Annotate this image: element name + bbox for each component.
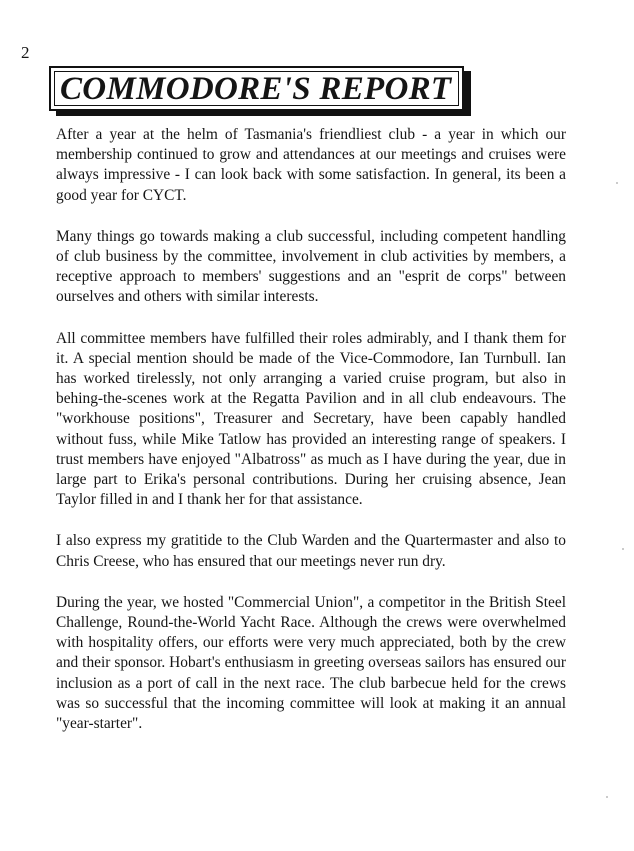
scan-speck [606,796,608,798]
paragraph-commercial-union: During the year, we hosted "Commercial Union", a competitor in the British Steel Challenge, Round-the-World Yacht Race. Although the crews were overwhelmed with hospitality offers, our efforts were very much appreciated, both by the crew and their sponsor. Hobart's enthusiasm in greeting overseas sailors has ensured our inclusion as a port of call in the next race. The club barbecue held for the crews was so successful that the incoming committee will look at making it an annual "year-starter". [56,593,566,733]
report-body [56,125,566,734]
scan-speck [622,548,624,550]
paragraph-club-success: Many things go towards making a club successful, including competent handling of club business by the committee, involvement in club activities by members, a receptive approach to members' suggestions and an "esprit de corps" between ourselves and others with similar interests. [56,227,566,306]
page-title: COMMODORE'S REPORT [60,71,452,107]
title-banner [49,66,464,111]
paragraph-intro: After a year at the helm of Tasmania's friendliest club - a year in which our membership continued to grow and attendances at our meetings and cruises were always impressive - I can look back with some satisfaction. In general, its been a good year for CYCT. [56,126,566,204]
page-number: 2 [21,43,30,62]
scan-speck [616,182,618,184]
paragraph-committee-thanks: All committee members have fulfilled their roles admirably, and I thank them for it. A special mention should be made of the Vice-Commodore, Ian Turnbull. Ian has worked tirelessly, not only arranging a varied cruise program, but also in behing-the-scenes work at the Regatta Pavilion and in all club endeavours. The "workhouse positions", Treasurer and Secretary, have been capably handled without fuss, while Mike Tatlow has provided an interesting range of speakers. I trust members have enjoyed "Albatross" as much as I have during the year, due in large part to Erika's personal contributions. During her cruising absence, Jean Taylor filled in and I thank her for that assistance. [56,329,566,509]
paragraph-gratitude: I also express my gratitide to the Club Warden and the Quartermaster and also to Chris Creese, who has ensured that our meetings never run dry. [56,532,566,570]
